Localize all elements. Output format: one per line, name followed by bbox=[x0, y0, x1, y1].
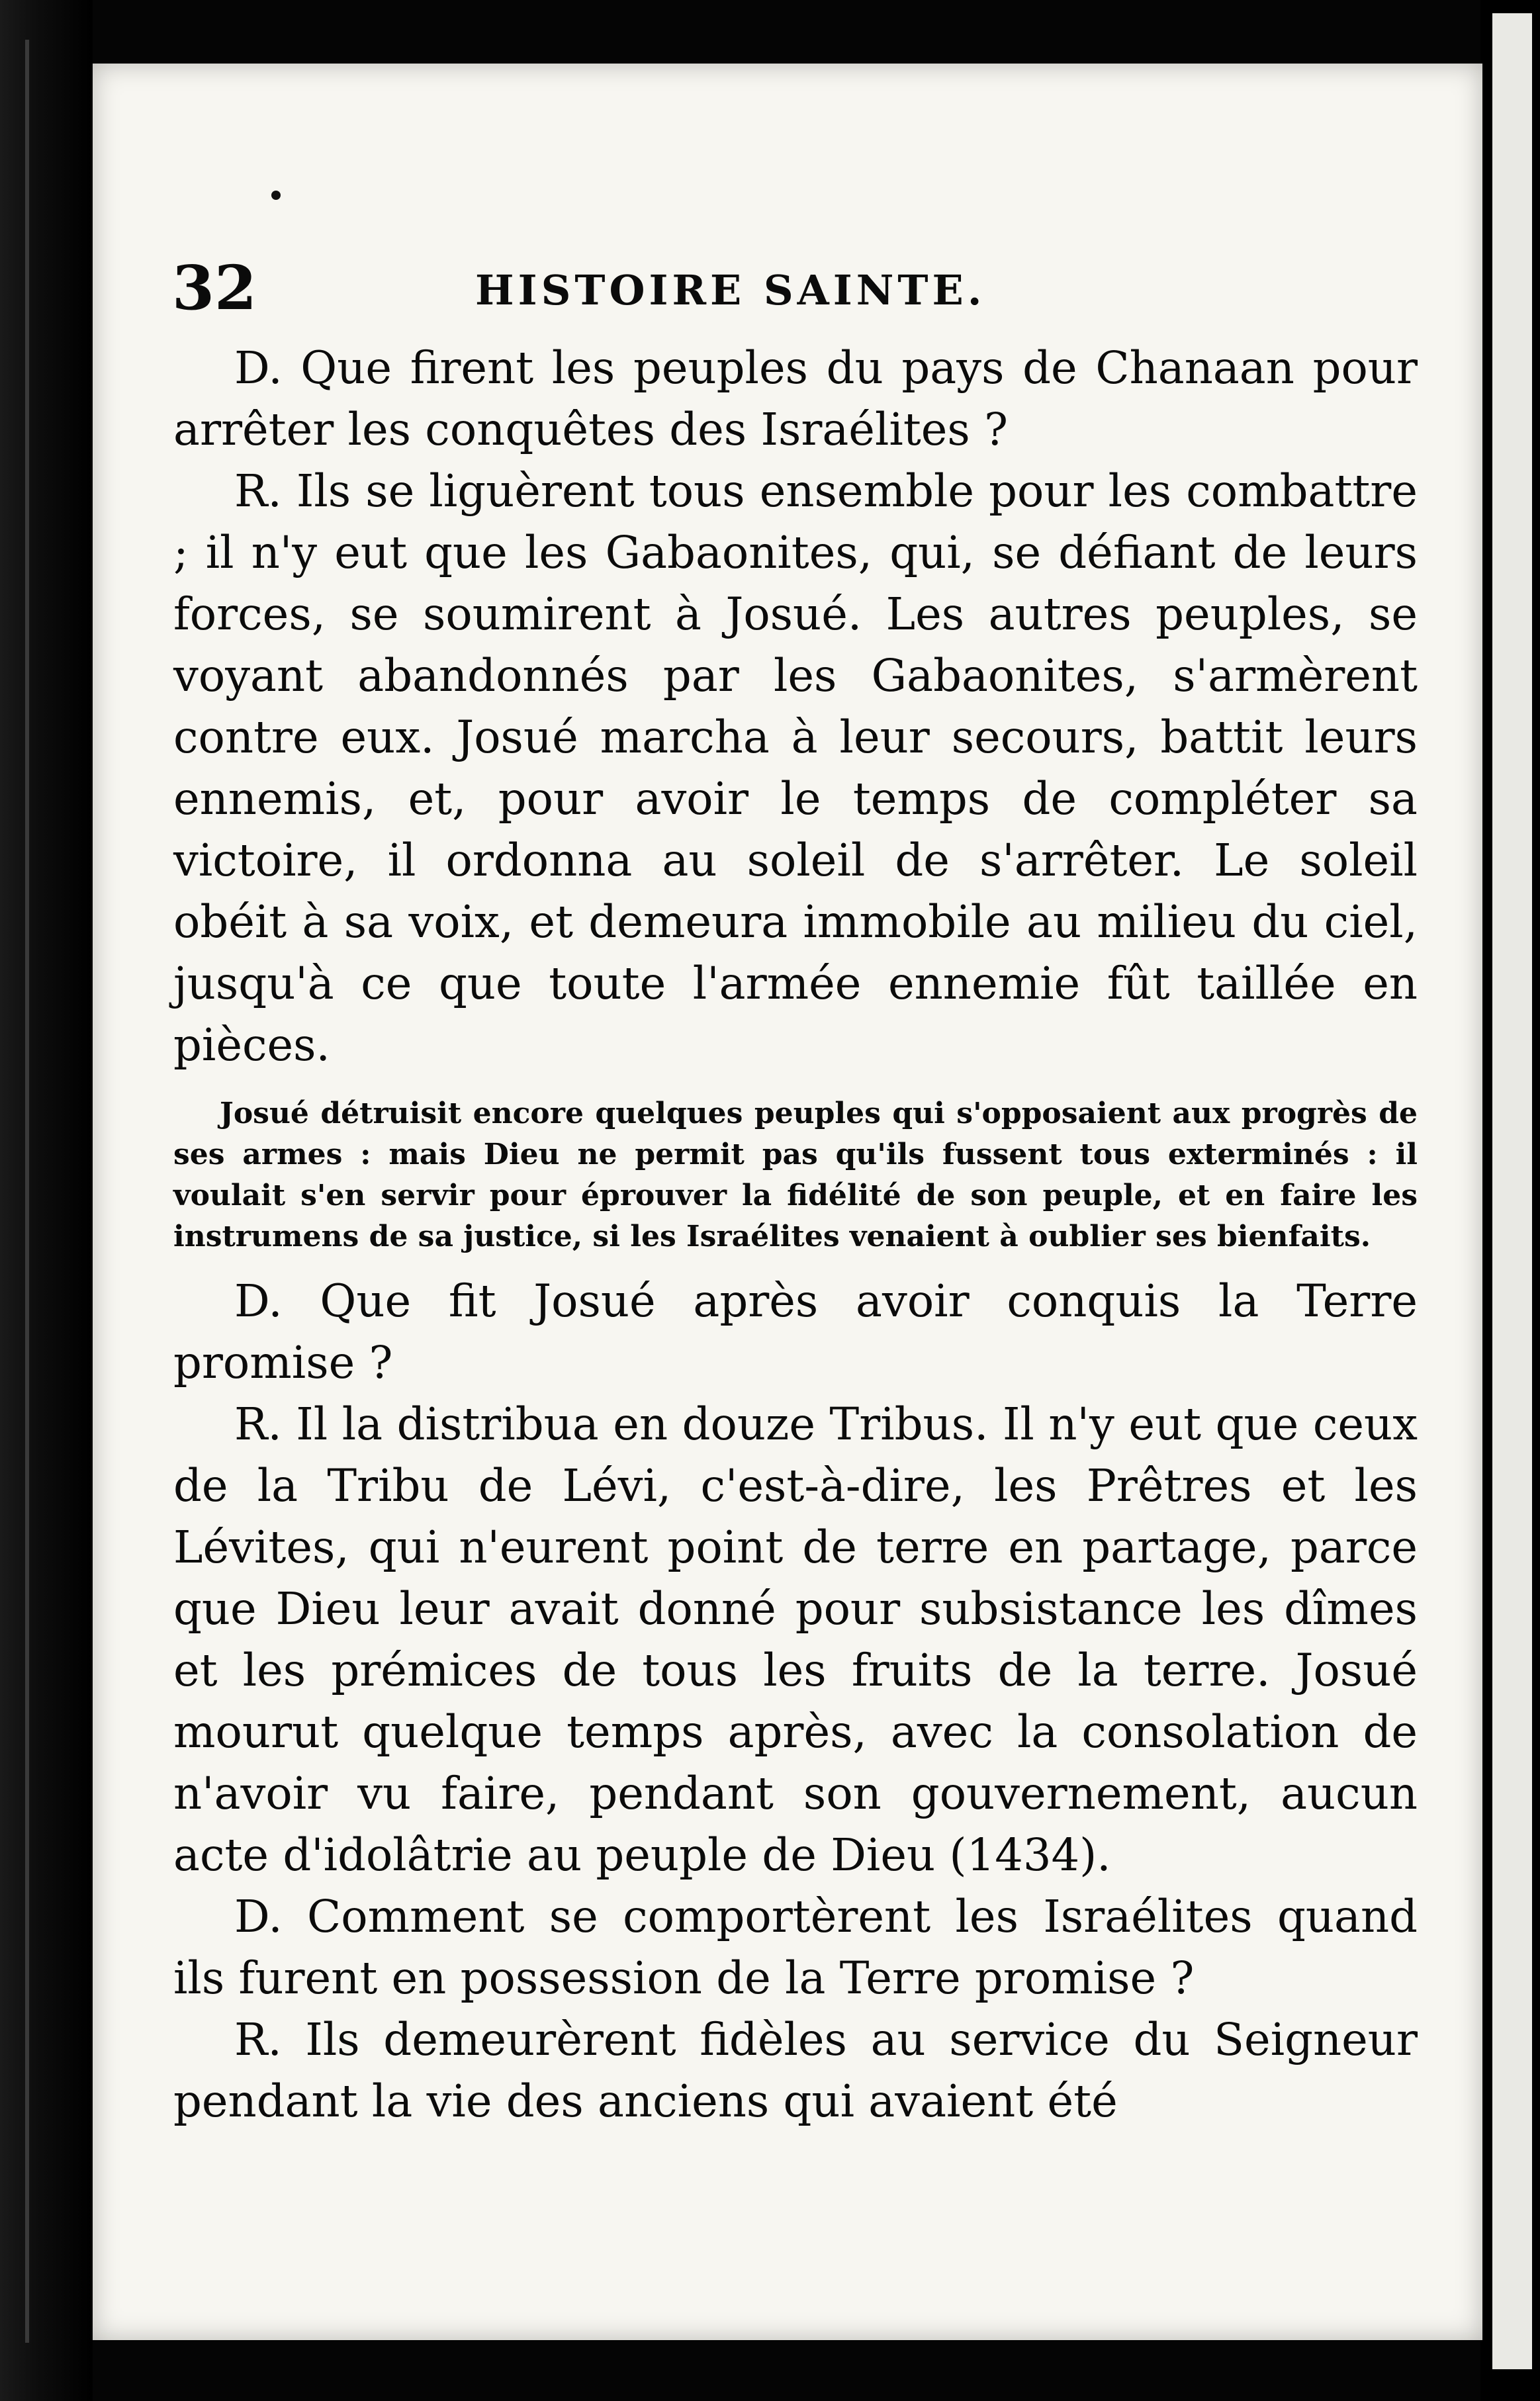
next-page-edge bbox=[1480, 0, 1540, 2401]
binding-edge bbox=[0, 0, 93, 2401]
running-title: HISTOIRE SAINTE. bbox=[475, 266, 986, 314]
page-header bbox=[172, 251, 1178, 324]
answer-paragraph: R. Il la distribua en douze Tribus. Il n'y eut que ceux de la Tribu de Lévi, c'est-à-dire, les Prêtres et les Lévites, qui n'eurent point de terre en partage, parce que Dieu leur avait donné pour subsistance les dîmes et les prémices de tous les fruits de la terre. Josué mourut quelque temps après, avec la consolation de n'avoir vu faire, pendant son gouvernement, aucun acte d'idolâtrie au peuple de Dieu (1434). bbox=[173, 1398, 1418, 1881]
binding-line bbox=[25, 40, 29, 2343]
page-number: 32 bbox=[172, 252, 257, 324]
question-paragraph: D. Comment se comportèrent les Israélites quand ils furent en possession de la Terre promise ? bbox=[173, 1891, 1418, 2004]
answer-paragraph: R. Ils demeurèrent fidèles au service du Seigneur pendant la vie des anciens qui avaient été bbox=[173, 2014, 1418, 2127]
question-paragraph: D. Que fit Josué après avoir conquis la Terre promise ? bbox=[173, 1275, 1418, 1388]
ink-speck bbox=[271, 191, 281, 200]
question-paragraph: D. Que firent les peuples du pays de Chanaan pour arrêter les conquêtes des Israélites ? bbox=[173, 342, 1418, 455]
page-body bbox=[173, 338, 1418, 2132]
answer-paragraph: R. Ils se liguèrent tous ensemble pour les combattre ; il n'y eut que les Gabaonites, qui, se défiant de leurs forces, se soumirent à Josué. Les autres peuples, se voyant abandonnés par les Gabaonites, s'armèrent contre eux. Josué marcha à leur secours, battit leurs ennemis, et, pour avoir le temps de compléter sa victoire, il ordonna au soleil de s'arrêter. Le soleil obéit à sa voix, et demeura immobile au milieu du ciel, jusqu'à ce que toute l'armée ennemie fût taillée en pièces. bbox=[173, 465, 1418, 1071]
adjacent-sheet bbox=[1492, 13, 1532, 2369]
note-paragraph: Josué détruisit encore quelques peuples qui s'opposaient aux progrès de ses armes : mais Dieu ne permit pas qu'ils fussent tous exterminés : il voulait s'en servir pour éprouver la fidélité de son peuple, et en faire les instrumens de sa justice, si les Israélites venaient à oublier ses bienfaits. bbox=[173, 1097, 1418, 1253]
